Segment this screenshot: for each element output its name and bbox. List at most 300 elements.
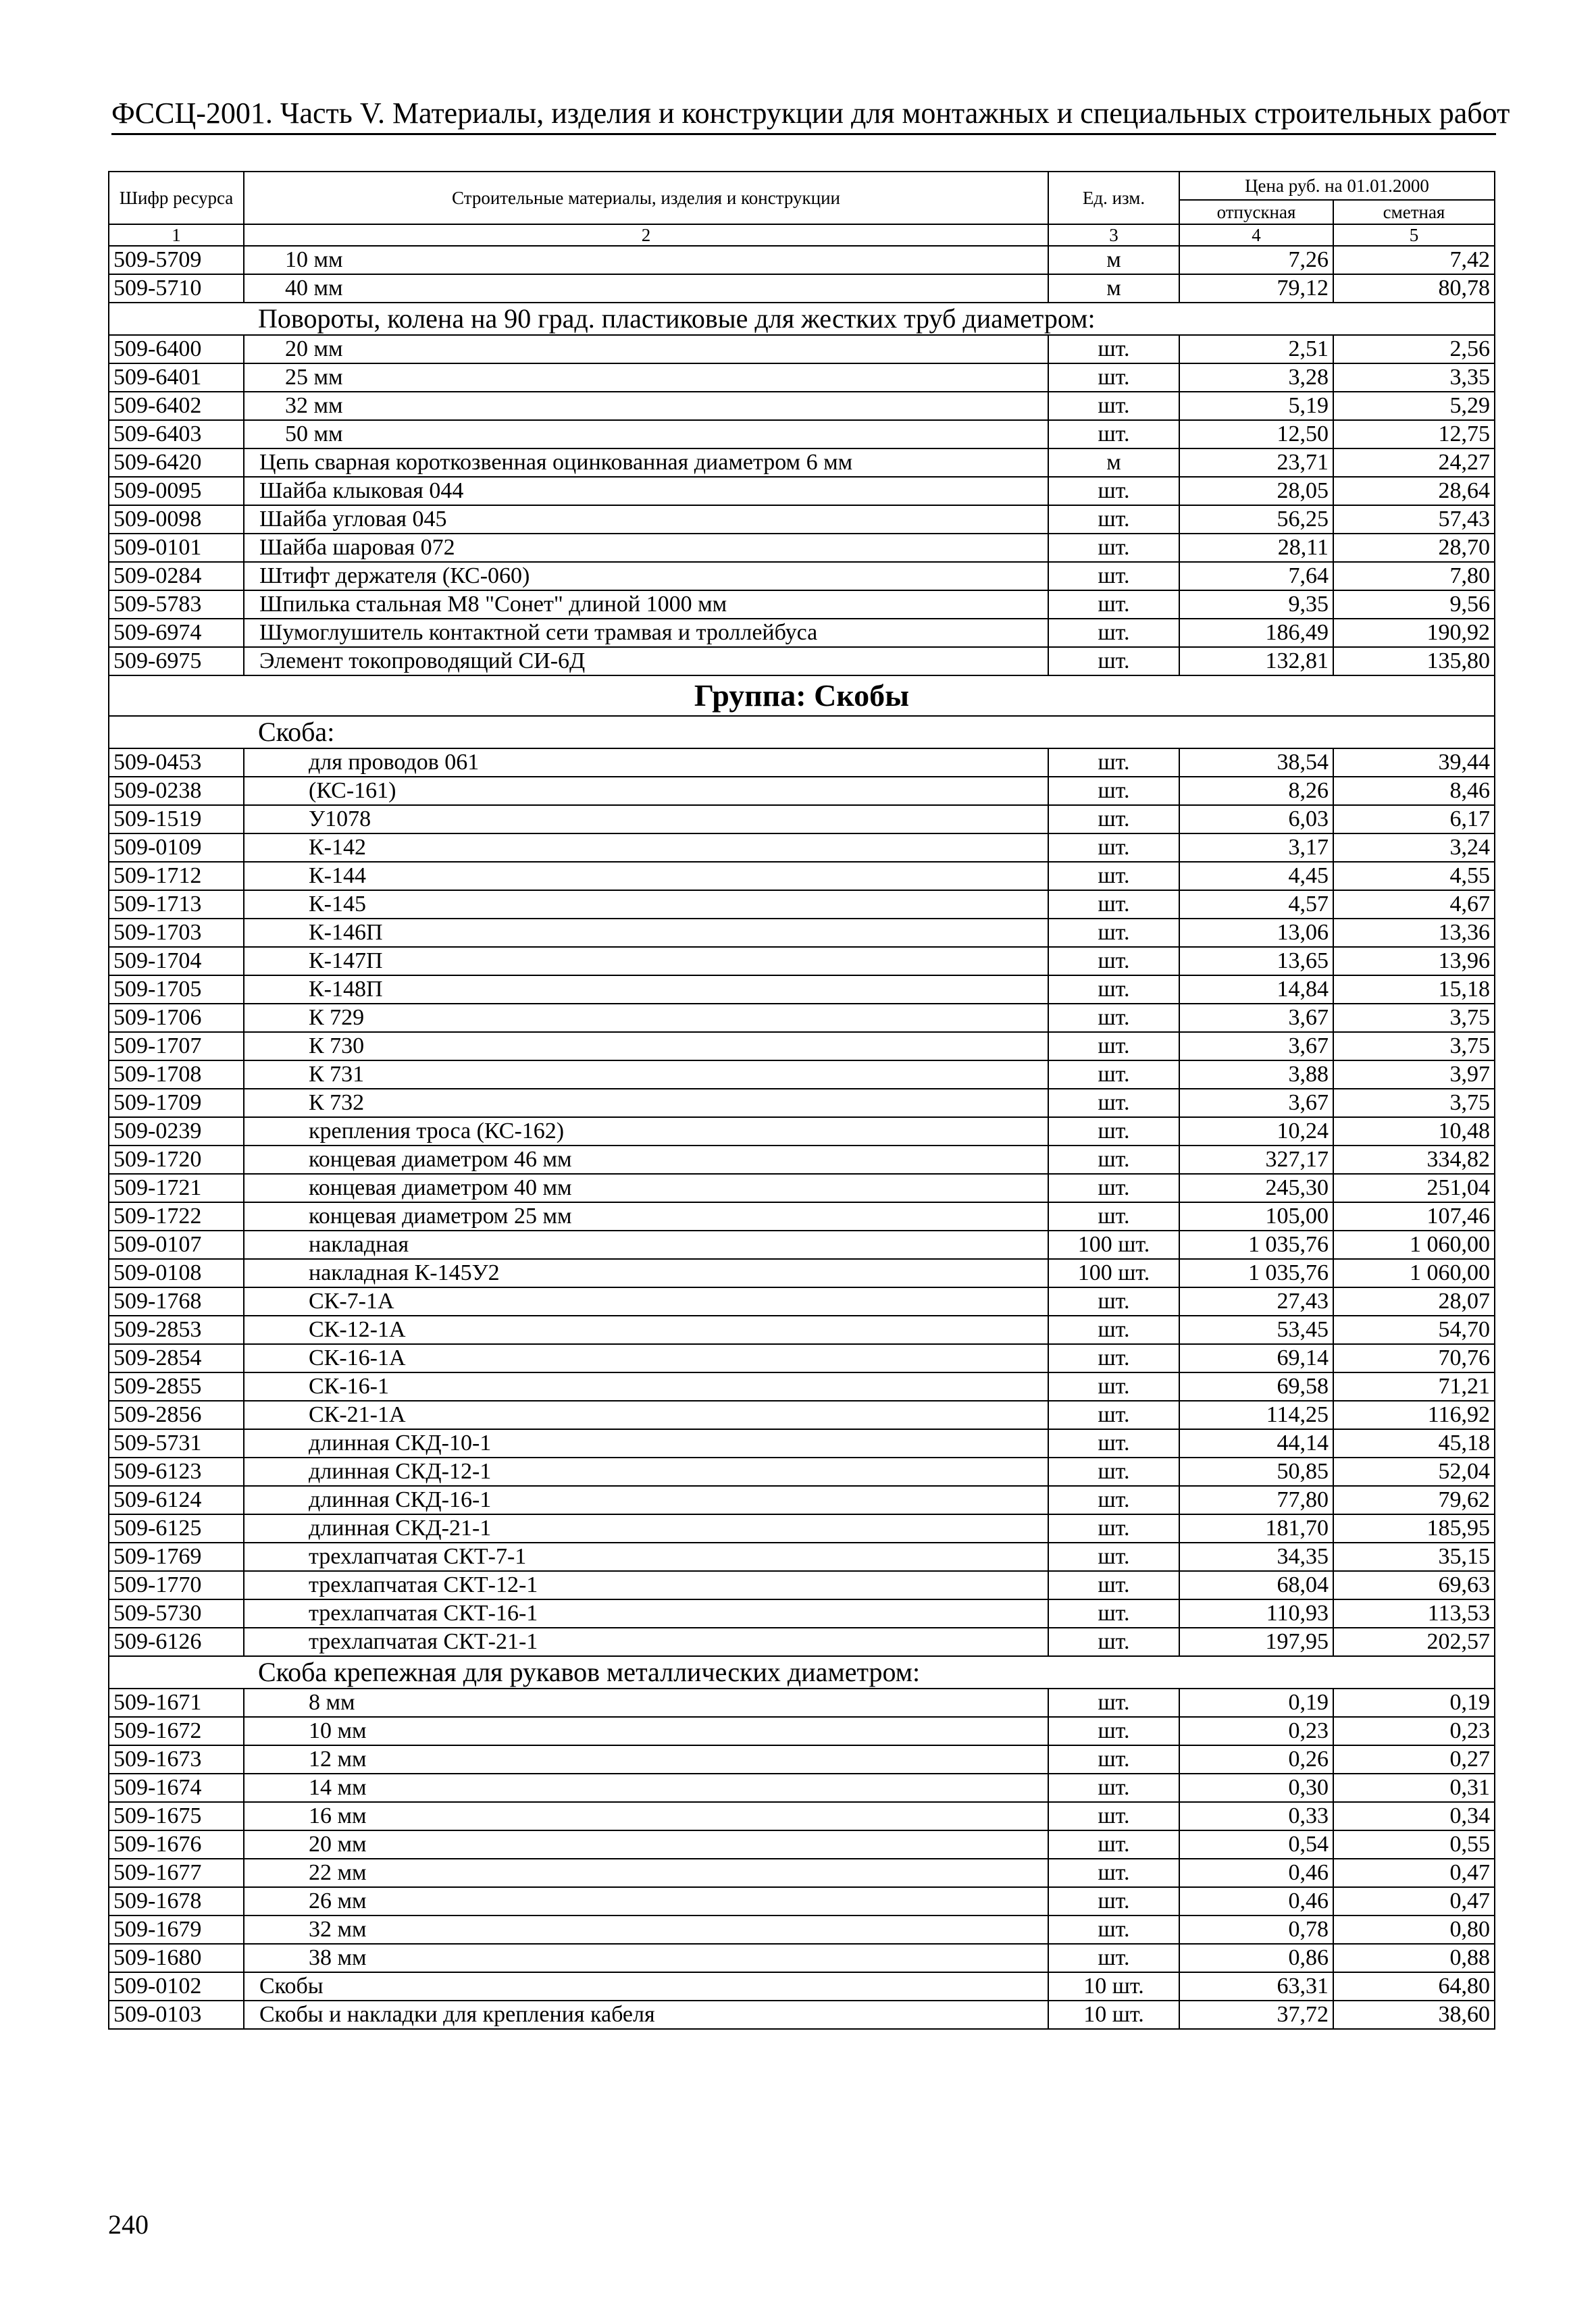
- estimate-price: 3,75: [1333, 1032, 1495, 1060]
- resource-name: 40 мм: [244, 274, 1048, 303]
- release-price: 181,70: [1179, 1514, 1333, 1543]
- release-price: 0,26: [1179, 1745, 1333, 1774]
- table-row: [109, 947, 1495, 975]
- release-price: 2,51: [1179, 335, 1333, 363]
- unit-cell: шт.: [1048, 1174, 1179, 1202]
- unit-cell: м: [1048, 246, 1179, 274]
- estimate-price: 0,88: [1333, 1944, 1495, 1972]
- table-row: [109, 274, 1495, 303]
- col-name-header: Строительные материалы, изделия и конструкции: [244, 172, 1048, 224]
- unit-cell: шт.: [1048, 1887, 1179, 1916]
- estimate-price: 0,27: [1333, 1745, 1495, 1774]
- estimate-price: 3,24: [1333, 833, 1495, 862]
- resource-code: 509-1680: [109, 1944, 244, 1972]
- release-price: 0,33: [1179, 1802, 1333, 1830]
- resource-name: длинная СКД-16-1: [244, 1486, 1048, 1514]
- unit-cell: шт.: [1048, 363, 1179, 392]
- estimate-price: 251,04: [1333, 1174, 1495, 1202]
- resource-name: Шайба клыковая 044: [244, 477, 1048, 505]
- resource-code: 509-0103: [109, 2001, 244, 2029]
- resource-name: 12 мм: [244, 1745, 1048, 1774]
- unit-cell: шт.: [1048, 1599, 1179, 1628]
- table-row: [109, 1830, 1495, 1859]
- resource-code: 509-6975: [109, 647, 244, 675]
- group-heading: Группа: Скобы: [109, 675, 1495, 716]
- table-row: [109, 1004, 1495, 1032]
- estimate-price: 71,21: [1333, 1372, 1495, 1401]
- unit-cell: 10 шт.: [1048, 1972, 1179, 2001]
- table-row: [109, 1344, 1495, 1372]
- release-price: 0,46: [1179, 1859, 1333, 1887]
- release-price: 56,25: [1179, 505, 1333, 534]
- release-price: 0,23: [1179, 1717, 1333, 1745]
- release-price: 53,45: [1179, 1316, 1333, 1344]
- unit-cell: шт.: [1048, 1689, 1179, 1717]
- estimate-price: 69,63: [1333, 1571, 1495, 1599]
- release-price: 4,45: [1179, 862, 1333, 890]
- resource-name: 16 мм: [244, 1802, 1048, 1830]
- unit-cell: шт.: [1048, 1774, 1179, 1802]
- section-heading-row: [109, 716, 1495, 748]
- release-price: 7,64: [1179, 562, 1333, 590]
- resource-name: К 730: [244, 1032, 1048, 1060]
- resource-code: 509-6403: [109, 420, 244, 448]
- unit-cell: шт.: [1048, 477, 1179, 505]
- table-row: [109, 1514, 1495, 1543]
- resource-name: 26 мм: [244, 1887, 1048, 1916]
- unit-cell: шт.: [1048, 420, 1179, 448]
- resource-code: 509-6974: [109, 619, 244, 647]
- resource-name: 14 мм: [244, 1774, 1048, 1802]
- resource-name: 25 мм: [244, 363, 1048, 392]
- resource-name: (КС-161): [244, 777, 1048, 805]
- resource-name: накладная: [244, 1231, 1048, 1259]
- resource-code: 509-0107: [109, 1231, 244, 1259]
- estimate-price: 15,18: [1333, 975, 1495, 1004]
- table-row: [109, 477, 1495, 505]
- release-price: 79,12: [1179, 274, 1333, 303]
- unit-cell: шт.: [1048, 1344, 1179, 1372]
- release-price: 110,93: [1179, 1599, 1333, 1628]
- estimate-price: 64,80: [1333, 1972, 1495, 2001]
- table-row: [109, 1802, 1495, 1830]
- resource-code: 509-0108: [109, 1259, 244, 1287]
- resource-name: 50 мм: [244, 420, 1048, 448]
- page-number: 240: [108, 2209, 149, 2240]
- resource-code: 509-2855: [109, 1372, 244, 1401]
- estimate-price: 7,42: [1333, 246, 1495, 274]
- estimate-price: 0,31: [1333, 1774, 1495, 1802]
- resource-name: 32 мм: [244, 392, 1048, 420]
- table-row: [109, 1486, 1495, 1514]
- estimate-price: 28,70: [1333, 534, 1495, 562]
- release-price: 327,17: [1179, 1146, 1333, 1174]
- resource-code: 509-0238: [109, 777, 244, 805]
- resource-name: Скобы и накладки для крепления кабеля: [244, 2001, 1048, 2029]
- resource-code: 509-0239: [109, 1117, 244, 1146]
- unit-cell: шт.: [1048, 1060, 1179, 1089]
- estimate-price: 3,35: [1333, 363, 1495, 392]
- resource-name: Штифт держателя (КС-060): [244, 562, 1048, 590]
- resource-name: К-144: [244, 862, 1048, 890]
- estimate-price: 10,48: [1333, 1117, 1495, 1146]
- table-row: [109, 890, 1495, 919]
- release-price: 3,67: [1179, 1004, 1333, 1032]
- unit-cell: шт.: [1048, 335, 1179, 363]
- resource-code: 509-2856: [109, 1401, 244, 1429]
- resource-code: 509-6420: [109, 448, 244, 477]
- unit-cell: шт.: [1048, 1429, 1179, 1458]
- table-row: [109, 1745, 1495, 1774]
- resource-code: 509-5730: [109, 1599, 244, 1628]
- estimate-price: 0,23: [1333, 1717, 1495, 1745]
- resource-name: К-146П: [244, 919, 1048, 947]
- unit-cell: шт.: [1048, 534, 1179, 562]
- release-price: 28,11: [1179, 534, 1333, 562]
- resource-name: для проводов 061: [244, 748, 1048, 777]
- release-price: 0,54: [1179, 1830, 1333, 1859]
- unit-cell: м: [1048, 274, 1179, 303]
- unit-cell: шт.: [1048, 919, 1179, 947]
- table-row: [109, 505, 1495, 534]
- release-price: 3,88: [1179, 1060, 1333, 1089]
- table-row: [109, 1944, 1495, 1972]
- resource-code: 509-1672: [109, 1717, 244, 1745]
- estimate-price: 185,95: [1333, 1514, 1495, 1543]
- col-number-5: 5: [1333, 224, 1495, 246]
- section-heading: Повороты, колена на 90 град. пластиковые для жестких труб диаметром:: [109, 303, 1495, 335]
- unit-cell: шт.: [1048, 777, 1179, 805]
- unit-cell: шт.: [1048, 392, 1179, 420]
- col-release-header: отпускная: [1179, 200, 1333, 224]
- resource-name: крепления троса (КС-162): [244, 1117, 1048, 1146]
- release-price: 10,24: [1179, 1117, 1333, 1146]
- resource-code: 509-0098: [109, 505, 244, 534]
- table-row: [109, 1231, 1495, 1259]
- unit-cell: шт.: [1048, 619, 1179, 647]
- table-row: [109, 1628, 1495, 1656]
- estimate-price: 45,18: [1333, 1429, 1495, 1458]
- estimate-price: 116,92: [1333, 1401, 1495, 1429]
- table-row: [109, 1372, 1495, 1401]
- table-row: [109, 1972, 1495, 2001]
- estimate-price: 38,60: [1333, 2001, 1495, 2029]
- release-price: 245,30: [1179, 1174, 1333, 1202]
- estimate-price: 70,76: [1333, 1344, 1495, 1372]
- table-row: [109, 1089, 1495, 1117]
- resource-code: 509-5731: [109, 1429, 244, 1458]
- unit-cell: 100 шт.: [1048, 1231, 1179, 1259]
- resource-code: 509-6402: [109, 392, 244, 420]
- resource-code: 509-6125: [109, 1514, 244, 1543]
- table-row: [109, 392, 1495, 420]
- resource-name: 20 мм: [244, 1830, 1048, 1859]
- table-row: [109, 1543, 1495, 1571]
- table-row: [109, 420, 1495, 448]
- resource-code: 509-0284: [109, 562, 244, 590]
- table-row: [109, 1717, 1495, 1745]
- col-number-1: 1: [109, 224, 244, 246]
- unit-cell: шт.: [1048, 647, 1179, 675]
- resource-code: 509-1519: [109, 805, 244, 833]
- resource-name: 20 мм: [244, 335, 1048, 363]
- table-row: [109, 1401, 1495, 1429]
- resource-name: концевая диаметром 25 мм: [244, 1202, 1048, 1231]
- col-price-header: Цена руб. на 01.01.2000: [1179, 172, 1495, 200]
- estimate-price: 190,92: [1333, 619, 1495, 647]
- resource-code: 509-1671: [109, 1689, 244, 1717]
- resource-code: 509-6401: [109, 363, 244, 392]
- resource-name: 8 мм: [244, 1689, 1048, 1717]
- resource-name: накладная К-145У2: [244, 1259, 1048, 1287]
- estimate-price: 1 060,00: [1333, 1231, 1495, 1259]
- resource-code: 509-1712: [109, 862, 244, 890]
- resource-code: 509-1703: [109, 919, 244, 947]
- estimate-price: 12,75: [1333, 420, 1495, 448]
- resource-name: длинная СКД-10-1: [244, 1429, 1048, 1458]
- release-price: 12,50: [1179, 420, 1333, 448]
- resource-code: 509-6126: [109, 1628, 244, 1656]
- estimate-price: 2,56: [1333, 335, 1495, 363]
- resource-code: 509-1770: [109, 1571, 244, 1599]
- table-row: [109, 1316, 1495, 1344]
- table-row: [109, 2001, 1495, 2029]
- estimate-price: 334,82: [1333, 1146, 1495, 1174]
- release-price: 3,67: [1179, 1032, 1333, 1060]
- estimate-price: 28,64: [1333, 477, 1495, 505]
- estimate-price: 13,36: [1333, 919, 1495, 947]
- unit-cell: шт.: [1048, 947, 1179, 975]
- estimate-price: 0,19: [1333, 1689, 1495, 1717]
- table-row: [109, 1287, 1495, 1316]
- unit-cell: шт.: [1048, 1717, 1179, 1745]
- release-price: 9,35: [1179, 590, 1333, 619]
- resource-name: Элемент токопроводящий СИ-6Д: [244, 647, 1048, 675]
- unit-cell: шт.: [1048, 1916, 1179, 1944]
- release-price: 38,54: [1179, 748, 1333, 777]
- estimate-price: 54,70: [1333, 1316, 1495, 1344]
- estimate-price: 28,07: [1333, 1287, 1495, 1316]
- estimate-price: 0,34: [1333, 1802, 1495, 1830]
- resource-code: 509-1706: [109, 1004, 244, 1032]
- resource-name: 10 мм: [244, 246, 1048, 274]
- unit-cell: шт.: [1048, 1458, 1179, 1486]
- estimate-price: 13,96: [1333, 947, 1495, 975]
- col-number-2: 2: [244, 224, 1048, 246]
- section-heading: Скоба крепежная для рукавов металлических диаметром:: [109, 1656, 1495, 1689]
- unit-cell: шт.: [1048, 1802, 1179, 1830]
- resource-name: СК-16-1: [244, 1372, 1048, 1401]
- unit-cell: шт.: [1048, 1486, 1179, 1514]
- unit-cell: шт.: [1048, 1571, 1179, 1599]
- table-row: [109, 777, 1495, 805]
- estimate-price: 39,44: [1333, 748, 1495, 777]
- table-row: [109, 862, 1495, 890]
- unit-cell: шт.: [1048, 505, 1179, 534]
- release-price: 0,78: [1179, 1916, 1333, 1944]
- estimate-price: 79,62: [1333, 1486, 1495, 1514]
- col-unit-header: Ед. изм.: [1048, 172, 1179, 224]
- resource-name: 22 мм: [244, 1859, 1048, 1887]
- resource-name: К-145: [244, 890, 1048, 919]
- table-row: [109, 619, 1495, 647]
- release-price: 13,06: [1179, 919, 1333, 947]
- release-price: 7,26: [1179, 246, 1333, 274]
- estimate-price: 9,56: [1333, 590, 1495, 619]
- resource-name: СК-7-1А: [244, 1287, 1048, 1316]
- table-row: [109, 833, 1495, 862]
- table-row: [109, 448, 1495, 477]
- table-body: [109, 246, 1495, 2029]
- release-price: 44,14: [1179, 1429, 1333, 1458]
- resource-code: 509-1707: [109, 1032, 244, 1060]
- resource-name: К 731: [244, 1060, 1048, 1089]
- estimate-price: 4,55: [1333, 862, 1495, 890]
- table-row: [109, 1887, 1495, 1916]
- table-row: [109, 1202, 1495, 1231]
- col-estimate-header: сметная: [1333, 200, 1495, 224]
- unit-cell: шт.: [1048, 1287, 1179, 1316]
- release-price: 132,81: [1179, 647, 1333, 675]
- resource-code: 509-1675: [109, 1802, 244, 1830]
- table-row: [109, 1774, 1495, 1802]
- table-row: [109, 1689, 1495, 1717]
- table-row: [109, 1174, 1495, 1202]
- resource-name: трехлапчатая СКТ-7-1: [244, 1543, 1048, 1571]
- unit-cell: шт.: [1048, 1859, 1179, 1887]
- estimate-price: 6,17: [1333, 805, 1495, 833]
- col-number-3: 3: [1048, 224, 1179, 246]
- resource-code: 509-1721: [109, 1174, 244, 1202]
- estimate-price: 0,55: [1333, 1830, 1495, 1859]
- resource-name: трехлапчатая СКТ-12-1: [244, 1571, 1048, 1599]
- resource-code: 509-1673: [109, 1745, 244, 1774]
- release-price: 186,49: [1179, 619, 1333, 647]
- unit-cell: 100 шт.: [1048, 1259, 1179, 1287]
- unit-cell: шт.: [1048, 590, 1179, 619]
- release-price: 0,86: [1179, 1944, 1333, 1972]
- resource-code: 509-0109: [109, 833, 244, 862]
- unit-cell: шт.: [1048, 1117, 1179, 1146]
- section-heading-row: [109, 303, 1495, 335]
- resource-name: 38 мм: [244, 1944, 1048, 1972]
- release-price: 13,65: [1179, 947, 1333, 975]
- resource-name: К-147П: [244, 947, 1048, 975]
- resource-name: Цепь сварная короткозвенная оцинкованная диаметром 6 мм: [244, 448, 1048, 477]
- release-price: 69,58: [1179, 1372, 1333, 1401]
- resource-code: 509-1769: [109, 1543, 244, 1571]
- resource-name: Шайба шаровая 072: [244, 534, 1048, 562]
- resource-name: СК-21-1А: [244, 1401, 1048, 1429]
- release-price: 50,85: [1179, 1458, 1333, 1486]
- resource-code: 509-0095: [109, 477, 244, 505]
- unit-cell: шт.: [1048, 748, 1179, 777]
- release-price: 27,43: [1179, 1287, 1333, 1316]
- resource-name: длинная СКД-21-1: [244, 1514, 1048, 1543]
- table-row: [109, 1259, 1495, 1287]
- table-row: [109, 335, 1495, 363]
- table-row: [109, 919, 1495, 947]
- unit-cell: шт.: [1048, 1514, 1179, 1543]
- table-row: [109, 975, 1495, 1004]
- release-price: 1 035,76: [1179, 1231, 1333, 1259]
- table-row: [109, 363, 1495, 392]
- group-heading-row: [109, 675, 1495, 716]
- resource-code: 509-6123: [109, 1458, 244, 1486]
- resource-code: 509-1705: [109, 975, 244, 1004]
- resource-code: 509-1709: [109, 1089, 244, 1117]
- estimate-price: 3,97: [1333, 1060, 1495, 1089]
- table-row: [109, 1859, 1495, 1887]
- unit-cell: 10 шт.: [1048, 2001, 1179, 2029]
- table-row: [109, 1599, 1495, 1628]
- price-table: [108, 171, 1495, 2030]
- estimate-price: 135,80: [1333, 647, 1495, 675]
- estimate-price: 0,47: [1333, 1859, 1495, 1887]
- table-row: [109, 590, 1495, 619]
- release-price: 63,31: [1179, 1972, 1333, 2001]
- resource-name: концевая диаметром 46 мм: [244, 1146, 1048, 1174]
- release-price: 23,71: [1179, 448, 1333, 477]
- resource-code: 509-1722: [109, 1202, 244, 1231]
- resource-name: 32 мм: [244, 1916, 1048, 1944]
- table-row: [109, 748, 1495, 777]
- table-row: [109, 1060, 1495, 1089]
- release-price: 105,00: [1179, 1202, 1333, 1231]
- release-price: 14,84: [1179, 975, 1333, 1004]
- resource-code: 509-1720: [109, 1146, 244, 1174]
- resource-name: К 729: [244, 1004, 1048, 1032]
- resource-code: 509-2853: [109, 1316, 244, 1344]
- table-row: [109, 1117, 1495, 1146]
- estimate-price: 1 060,00: [1333, 1259, 1495, 1287]
- release-price: 0,30: [1179, 1774, 1333, 1802]
- page-header: ФССЦ-2001. Часть V. Материалы, изделия и конструкции для монтажных и специальных строительных работ: [111, 97, 1496, 135]
- table-row: [109, 805, 1495, 833]
- estimate-price: 4,67: [1333, 890, 1495, 919]
- resource-code: 509-1678: [109, 1887, 244, 1916]
- release-price: 6,03: [1179, 805, 1333, 833]
- table-header: [109, 172, 1495, 246]
- resource-code: 509-1713: [109, 890, 244, 919]
- table-row: [109, 562, 1495, 590]
- resource-name: СК-16-1А: [244, 1344, 1048, 1372]
- table-row: [109, 1458, 1495, 1486]
- resource-name: К 732: [244, 1089, 1048, 1117]
- estimate-price: 24,27: [1333, 448, 1495, 477]
- resource-code: 509-5783: [109, 590, 244, 619]
- estimate-price: 202,57: [1333, 1628, 1495, 1656]
- unit-cell: шт.: [1048, 1628, 1179, 1656]
- resource-code: 509-0102: [109, 1972, 244, 2001]
- unit-cell: шт.: [1048, 1316, 1179, 1344]
- table-row: [109, 647, 1495, 675]
- resource-name: концевая диаметром 40 мм: [244, 1174, 1048, 1202]
- unit-cell: шт.: [1048, 1089, 1179, 1117]
- release-price: 0,46: [1179, 1887, 1333, 1916]
- resource-name: 10 мм: [244, 1717, 1048, 1745]
- unit-cell: м: [1048, 448, 1179, 477]
- unit-cell: шт.: [1048, 1004, 1179, 1032]
- release-price: 69,14: [1179, 1344, 1333, 1372]
- release-price: 1 035,76: [1179, 1259, 1333, 1287]
- resource-name: трехлапчатая СКТ-21-1: [244, 1628, 1048, 1656]
- release-price: 34,35: [1179, 1543, 1333, 1571]
- resource-code: 509-1768: [109, 1287, 244, 1316]
- release-price: 8,26: [1179, 777, 1333, 805]
- resource-code: 509-1679: [109, 1916, 244, 1944]
- unit-cell: шт.: [1048, 862, 1179, 890]
